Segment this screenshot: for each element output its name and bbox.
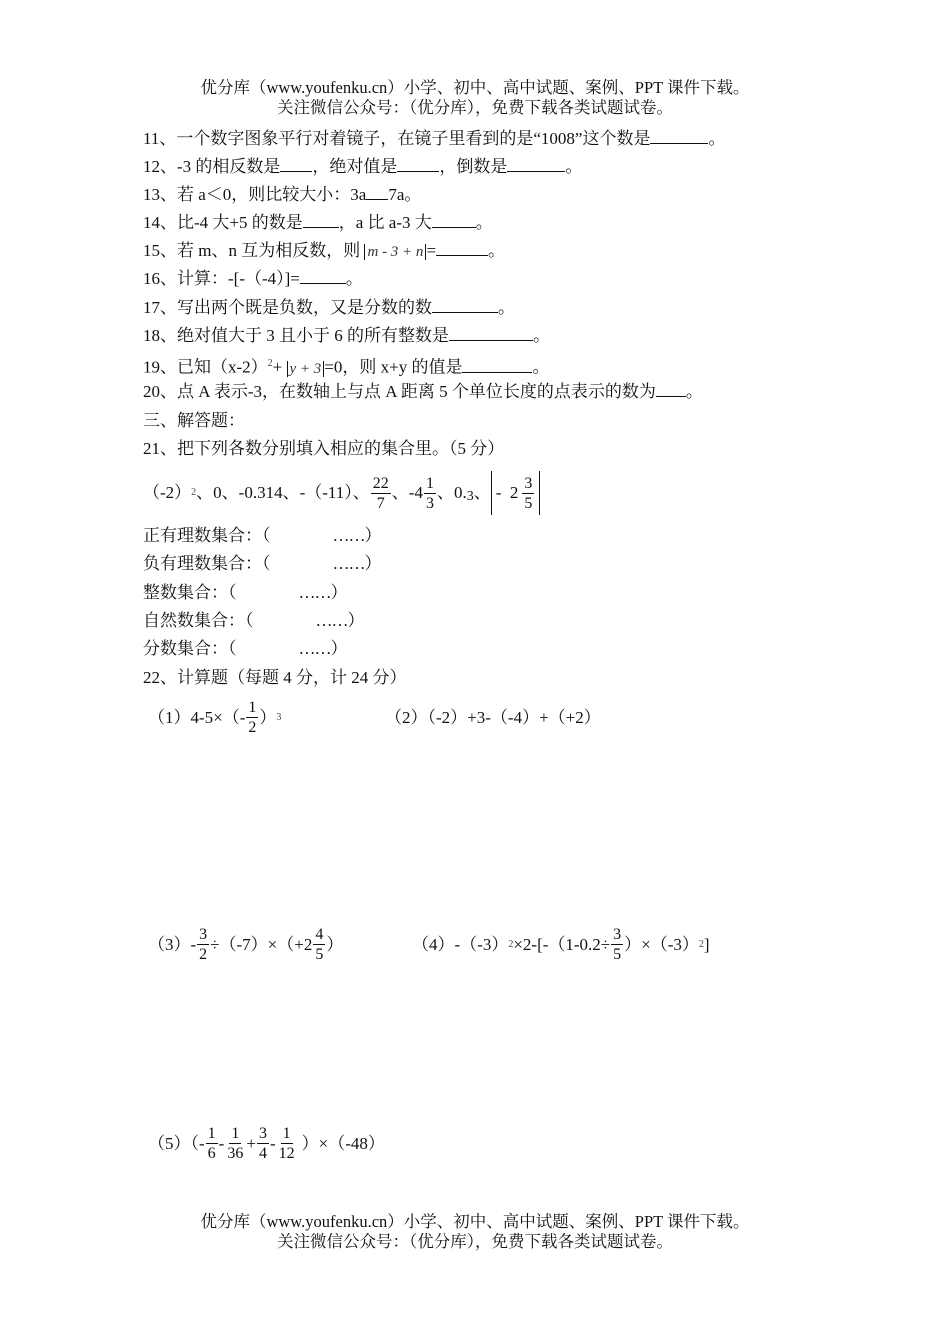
period: 。 xyxy=(533,326,550,345)
number-text: 、 xyxy=(473,483,491,502)
period: 。 xyxy=(345,269,363,288)
numerator: 3 xyxy=(199,926,208,943)
question-19-text-a: 19、已知（x-2） xyxy=(143,357,268,377)
answer-blank xyxy=(507,156,565,172)
numerator: 1 xyxy=(425,474,434,492)
repeating-digit: 3 xyxy=(466,489,474,504)
numerator: 3 xyxy=(613,926,622,943)
problem-text: ×2-[-（1-0.2÷ xyxy=(513,934,611,954)
question-19 xyxy=(143,353,549,379)
problem-text: ）×（-3） xyxy=(624,934,699,954)
denominator: 2 xyxy=(248,719,257,736)
question-16 xyxy=(143,268,363,290)
question-15 xyxy=(143,240,505,262)
mixed-number-whole: - 2 xyxy=(495,483,519,502)
problem-text: ）×（-48） xyxy=(301,1133,385,1153)
set-end: ……） xyxy=(332,526,381,545)
problem-text: ÷（-7）×（+2 xyxy=(210,934,313,954)
problem-1 xyxy=(148,698,281,737)
problem-text: （4）-（-3） xyxy=(412,934,509,954)
question-20 xyxy=(143,381,703,403)
period: 。 xyxy=(565,157,583,176)
question-19-text-b: =0，则 x+y 的值是 xyxy=(324,357,463,377)
fraction xyxy=(246,698,258,737)
question-14-text-b: ，a 比 a-3 大 xyxy=(338,213,432,232)
numerator: 1 xyxy=(207,1125,216,1142)
answer-blank xyxy=(656,381,686,397)
set-end: ……） xyxy=(332,554,381,573)
question-20-text: 20、点 A 表示-3，在数轴上与点 A 距离 5 个单位长度的点表示的数为 xyxy=(143,382,656,401)
question-13-text-a: 13、若 a＜0，则比较大小：3a xyxy=(143,185,367,204)
set-label: 自然数集合：（ xyxy=(143,611,254,630)
fraction xyxy=(313,925,325,964)
set-fraction xyxy=(143,638,347,660)
page-header-line2: 关注微信公众号：（优分库），免费下载各类试题试卷。 xyxy=(277,98,673,117)
set-label: 正有理数集合：（ xyxy=(143,526,271,545)
fraction xyxy=(277,1124,297,1163)
question-13 xyxy=(143,184,421,206)
page-footer-line1: 优分库（www.youfenku.cn）小学、初中、高中试题、案例、PPT 课件下载。 xyxy=(200,1212,750,1231)
denominator: 12 xyxy=(278,1145,295,1162)
question-15-text-a: 15、若 m、n 互为相反数，则 xyxy=(143,241,361,260)
period: 。 xyxy=(475,213,493,232)
question-17 xyxy=(143,297,515,319)
set-natural xyxy=(143,610,364,632)
exponent: 2 xyxy=(191,487,197,498)
absolute-value-expression xyxy=(491,471,541,515)
numerator: 3 xyxy=(524,474,533,492)
absolute-value-expression: m - 3 + n xyxy=(364,244,426,260)
question-11 xyxy=(143,128,725,150)
exponent: 2 xyxy=(508,938,514,950)
set-integer xyxy=(143,582,347,604)
question-18 xyxy=(143,325,550,347)
answer-blank xyxy=(650,128,708,144)
numerator: 1 xyxy=(282,1125,291,1142)
fraction xyxy=(424,474,436,513)
question-21-numbers xyxy=(143,468,540,518)
operator: - xyxy=(269,1133,276,1153)
number-text: 、0. xyxy=(436,483,467,502)
denominator: 3 xyxy=(425,494,434,512)
fraction xyxy=(206,1124,218,1163)
absolute-value-expression: y + 3 xyxy=(287,361,325,377)
problem-text: （5）（- xyxy=(148,1133,205,1153)
denominator: 7 xyxy=(376,494,385,512)
denominator: 4 xyxy=(258,1145,267,1162)
period: 。 xyxy=(532,357,550,377)
page-header-line1: 优分库（www.youfenku.cn）小学、初中、高中试题、案例、PPT 课件下载。 xyxy=(200,78,750,97)
fraction xyxy=(522,474,534,513)
answer-blank xyxy=(366,184,388,200)
question-21-title: 21、把下列各数分别填入相应的集合里。（5 分） xyxy=(143,439,505,458)
fraction xyxy=(611,925,623,964)
plus-sign: + xyxy=(272,357,283,377)
numerator: 4 xyxy=(315,926,324,943)
operator: - xyxy=(218,1133,225,1153)
answer-blank xyxy=(432,297,498,313)
fraction xyxy=(225,1124,245,1163)
numerator: 22 xyxy=(372,474,389,492)
numerator: 3 xyxy=(258,1125,267,1142)
number-text: 、0、-0.314、-（-11）、 xyxy=(196,483,370,502)
problem-text: ] xyxy=(703,934,710,954)
answer-blank xyxy=(397,156,439,172)
answer-blank xyxy=(432,212,476,228)
question-18-text: 18、绝对值大于 3 且小于 6 的所有整数是 xyxy=(143,326,449,345)
exponent: 2 xyxy=(698,938,704,950)
set-label: 分数集合：（ xyxy=(143,639,237,658)
question-22-title: 22、计算题（每题 4 分，计 24 分） xyxy=(143,668,407,687)
answer-blank xyxy=(280,156,312,172)
answer-blank xyxy=(449,325,533,341)
denominator: 5 xyxy=(524,494,533,512)
fraction xyxy=(371,474,391,513)
exponent: 2 xyxy=(267,358,273,369)
denominator: 5 xyxy=(315,946,324,963)
set-label: 负有理数集合：（ xyxy=(143,554,271,573)
problem-4 xyxy=(412,925,710,964)
section-heading: 三、解答题： xyxy=(143,411,245,430)
period: 。 xyxy=(488,241,506,260)
number-text: （-2） xyxy=(143,483,192,502)
period: 。 xyxy=(498,298,515,317)
denominator: 6 xyxy=(207,1145,216,1162)
answer-blank xyxy=(436,240,488,256)
fraction xyxy=(197,925,209,964)
problem-5 xyxy=(148,1124,385,1163)
numerator: 1 xyxy=(231,1125,240,1142)
answer-blank xyxy=(462,357,532,373)
question-17-text: 17、写出两个既是负数，又是分数的数 xyxy=(143,298,432,317)
question-16-text: 16、计算：-[-（-4）]= xyxy=(143,269,300,288)
numerator: 1 xyxy=(248,699,257,716)
denominator: 2 xyxy=(199,946,208,963)
number-text: 、-4 xyxy=(391,483,423,502)
problem-text: （3）- xyxy=(148,934,197,954)
problem-text: ） xyxy=(259,707,277,727)
fraction xyxy=(257,1124,269,1163)
set-end: ……） xyxy=(315,611,364,630)
answer-blank xyxy=(300,268,346,284)
question-12 xyxy=(143,156,582,178)
question-12-text-a: 12、-3 的相反数是 xyxy=(143,157,281,176)
problem-text: （1）4-5×（- xyxy=(148,707,246,727)
set-end: ……） xyxy=(298,583,347,602)
denominator: 36 xyxy=(227,1145,244,1162)
question-12-text-b: ，绝对值是 xyxy=(312,157,398,176)
set-label: 整数集合：（ xyxy=(143,583,237,602)
question-15-text-b: = xyxy=(426,241,437,260)
question-12-text-c: ，倒数是 xyxy=(439,157,508,176)
problem-2: （2）（-2）+3-（-4）+（+2） xyxy=(385,708,601,727)
problem-3 xyxy=(148,925,343,964)
question-13-text-b: 7a。 xyxy=(388,185,422,204)
denominator: 5 xyxy=(613,946,622,963)
question-14 xyxy=(143,212,493,234)
exponent: 3 xyxy=(276,711,282,723)
question-14-text-a: 14、比-4 大+5 的数是 xyxy=(143,213,303,232)
question-11-text: 11、一个数字图象平行对着镜子，在镜子里看到的是“1008”这个数是 xyxy=(143,129,651,148)
set-negative-rational xyxy=(143,553,381,575)
set-end: ……） xyxy=(298,639,347,658)
period: 。 xyxy=(708,129,726,148)
problem-text: ） xyxy=(326,934,344,954)
page-footer-line2: 关注微信公众号：（优分库），免费下载各类试题试卷。 xyxy=(277,1232,673,1251)
set-positive-rational xyxy=(143,525,381,547)
operator: + xyxy=(246,1133,256,1153)
period: 。 xyxy=(685,382,703,401)
answer-blank xyxy=(303,212,339,228)
